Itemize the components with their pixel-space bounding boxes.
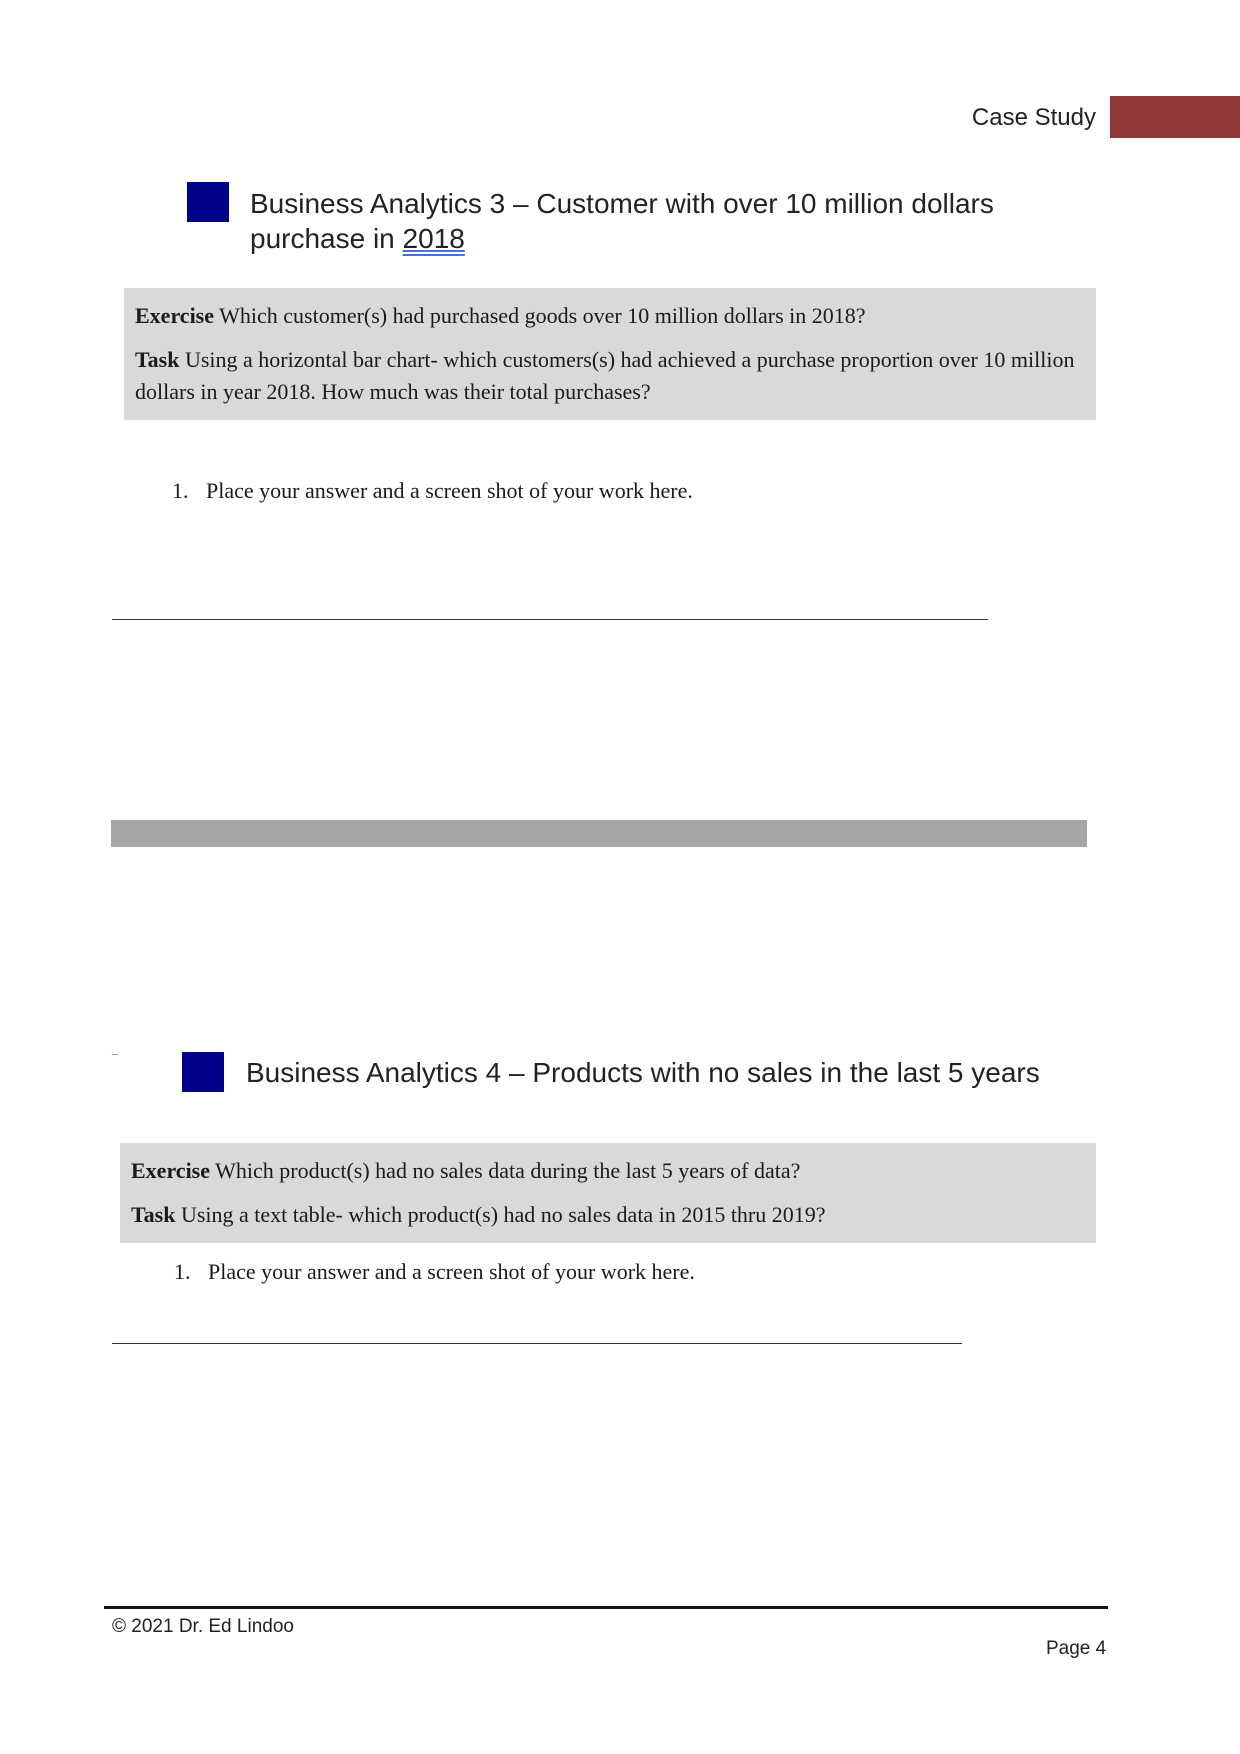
section-3-task-text: Using a horizontal bar chart- which customers(s) had achieved a purchase proportion over 10 million dollars in year 2018. How much was their total purchases? [135, 347, 1075, 404]
section-divider-band [111, 820, 1087, 847]
section-4-title: Business Analytics 4 – Products with no sales in the last 5 years [246, 1057, 1040, 1088]
section-3-exercise-box [124, 288, 1096, 420]
stray-mark: _ [112, 1042, 118, 1056]
header-label: Case Study [971, 104, 1096, 131]
section-3-answer-line [112, 619, 988, 620]
section-3-item-number: 1. [172, 478, 189, 503]
section-4-item-number: 1. [174, 1259, 191, 1284]
section-4-exercise-box [120, 1143, 1096, 1243]
section-4-task-label: Task [131, 1202, 176, 1227]
section-3-item-text: Place your answer and a screen shot of your work here. [206, 478, 693, 503]
section-4-exercise-label: Exercise [131, 1158, 211, 1183]
footer-page-number: Page 4 [1046, 1638, 1107, 1659]
section-3-exercise [135, 300, 1086, 332]
section-3-title [250, 186, 1030, 256]
section-4-exercise [131, 1155, 1086, 1187]
section-3-title-prefix: Business Analytics 3 – Customer with over 10 million dollars purchase in [250, 188, 994, 254]
section-3-list-item [172, 478, 693, 504]
section-3-task [135, 344, 1086, 408]
section-4-task [131, 1199, 1086, 1231]
footer-copyright: © 2021 Dr. Ed Lindoo [112, 1616, 294, 1637]
section-3-task-label: Task [135, 347, 180, 372]
section-4-item-text: Place your answer and a screen shot of your work here. [208, 1259, 695, 1284]
section-4-square-icon [182, 1052, 224, 1092]
footer-rule [104, 1606, 1108, 1609]
header-accent-bar [1110, 96, 1240, 138]
section-4-list-item [174, 1259, 695, 1285]
section-3-square-icon [187, 182, 229, 222]
section-4-exercise-text: Which product(s) had no sales data during the last 5 years of data? [215, 1158, 801, 1183]
section-3-exercise-label: Exercise [135, 303, 215, 328]
section-4-task-text: Using a text table- which product(s) had no sales data in 2015 thru 2019? [180, 1202, 826, 1227]
section-3-title-year: 2018 [402, 223, 465, 254]
section-3-exercise-text: Which customer(s) had purchased goods over 10 million dollars in 2018? [219, 303, 866, 328]
section-4-answer-line [112, 1343, 962, 1344]
